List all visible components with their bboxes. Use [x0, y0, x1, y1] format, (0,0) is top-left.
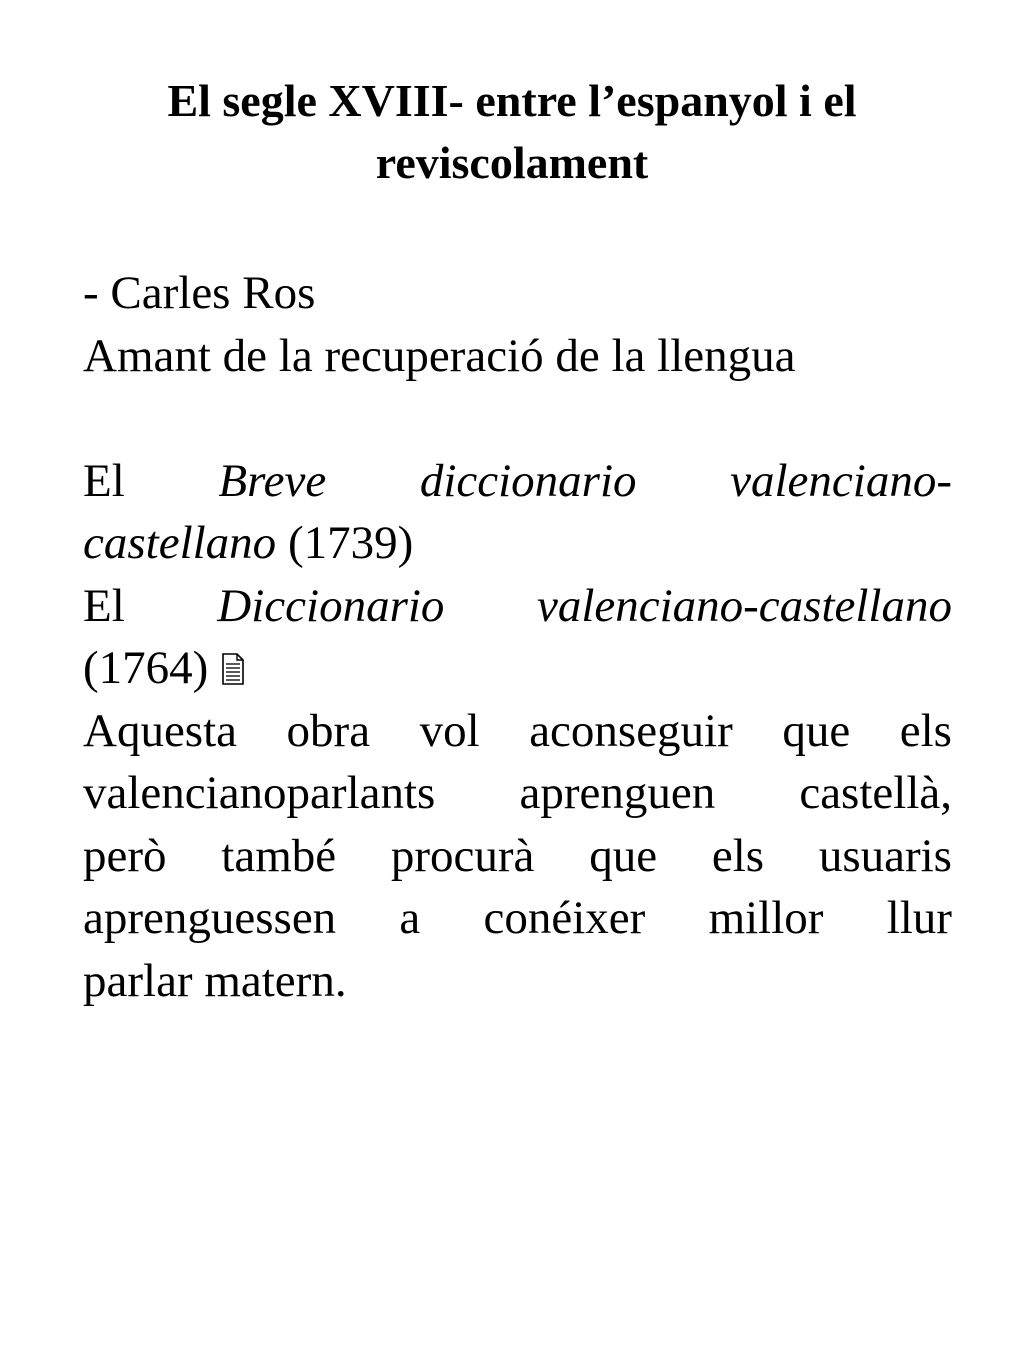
paragraph-word: a	[399, 892, 421, 944]
paragraph-word: Aquesta	[83, 704, 238, 757]
slide-title-line-1: El segle XVIII- entre l’espanyol i el	[167, 75, 857, 126]
paragraph-word: que	[589, 829, 658, 882]
breve-title-word: castellano	[83, 517, 277, 569]
breve-title-word: valenciano-	[730, 454, 952, 507]
paragraph-word: obra	[286, 704, 371, 757]
breve-title-continuation	[83, 512, 952, 575]
paragraph-word: que	[782, 704, 851, 757]
author-description: Amant de la recuperació de la llengua	[83, 329, 796, 382]
paragraph-word: aconseguir	[529, 704, 733, 757]
breve-title-word: Breve	[218, 454, 327, 507]
paragraph-word: aprenguen	[519, 767, 716, 819]
paragraph-word: els	[899, 704, 952, 757]
diccionario-article: El	[83, 579, 125, 632]
diccionario-title-line	[83, 575, 952, 638]
breve-title-word: diccionario	[419, 454, 637, 507]
diccionario-title-word: Diccionario	[217, 579, 445, 632]
paragraph-word: castellà,	[799, 767, 952, 819]
paragraph-line-2	[83, 762, 952, 825]
paragraph-word: procurà	[390, 829, 535, 882]
slide-title-line-2: reviscolament	[375, 137, 649, 188]
paragraph-word: usuaris	[818, 829, 952, 882]
diccionario-year: (1764)	[83, 642, 209, 694]
paragraph-word: aprenguessen	[83, 892, 337, 944]
diccionario-title-word: valenciano-castellano	[536, 579, 952, 632]
author-name: - Carles Ros	[83, 267, 316, 319]
paragraph-word: conéixer	[483, 892, 646, 944]
diccionario-year-line	[83, 637, 952, 700]
paragraph-line-4	[83, 887, 952, 950]
breve-title-line	[83, 450, 952, 513]
paragraph-word: els	[711, 829, 765, 882]
paragraph-word: també	[221, 829, 337, 882]
paragraph-word: millor	[708, 892, 824, 944]
slide-body	[83, 262, 952, 1012]
paragraph-line-5: parlar matern.	[83, 954, 347, 1007]
paragraph-word: però	[83, 829, 167, 882]
breve-article: El	[83, 454, 125, 507]
paragraph-line-1	[83, 700, 952, 763]
paragraph-line-3	[83, 825, 952, 888]
spacer	[83, 387, 952, 450]
paragraph-word: valencianoparlants	[83, 767, 436, 819]
breve-year: (1739)	[287, 517, 414, 569]
paragraph-word: llur	[886, 892, 952, 944]
slide-title	[60, 70, 964, 194]
document-icon-graphic	[222, 653, 244, 685]
document-icon[interactable]	[222, 653, 244, 685]
paragraph-word: vol	[419, 704, 480, 757]
